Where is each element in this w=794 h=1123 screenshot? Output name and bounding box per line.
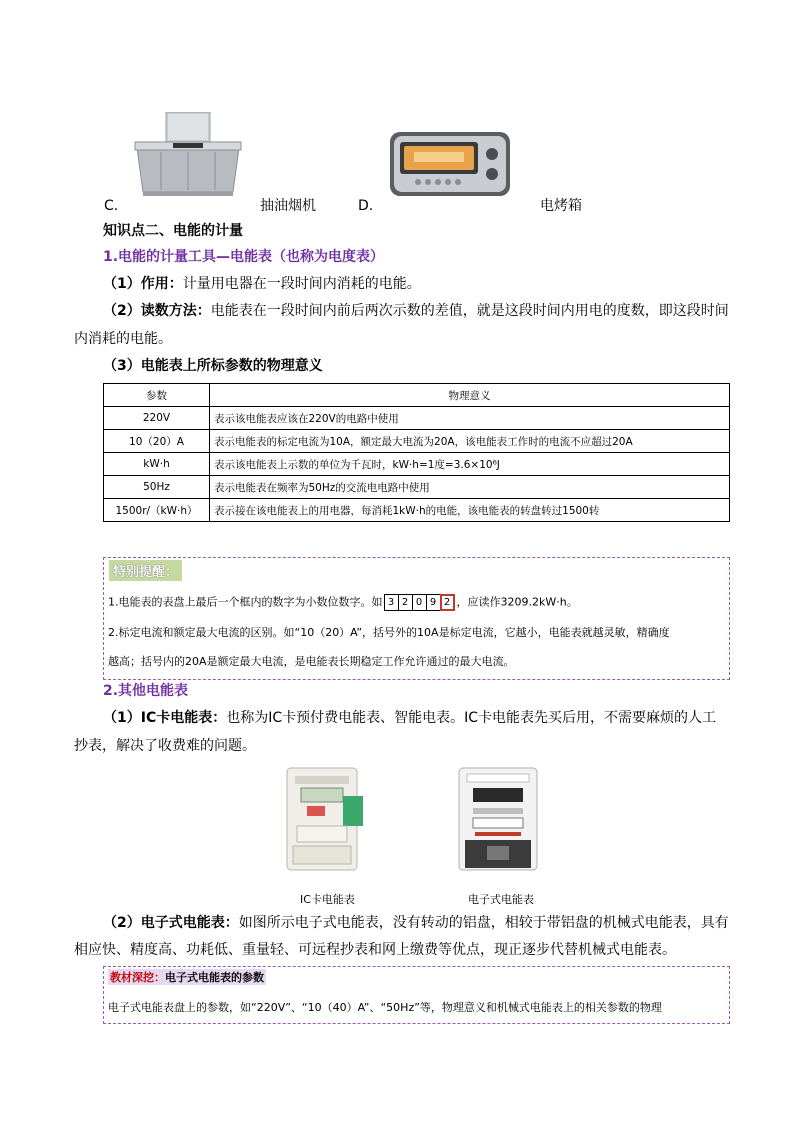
- option-d-label: D.: [358, 198, 374, 214]
- option-c-label: C.: [104, 198, 119, 214]
- table-row: [104, 476, 730, 499]
- electronic-meter-text-line2: 相应快、精度高、功耗低、重量轻、可远程抄表和网上缴费等优点，现正逐步代替机械式电能表。: [74, 942, 676, 958]
- item-2-text-line2: 内消耗的电能。: [74, 331, 172, 347]
- item-2: [103, 302, 729, 320]
- special-tip-box: [103, 557, 730, 680]
- electronic-meter-text-line1: 如图所示电子式电能表，没有转动的铝盘，相较于带铝盘的机械式电能表，具有: [238, 915, 729, 931]
- table-header-cell: 物理意义: [210, 384, 730, 407]
- table-cell-param: 1500r/（kW·h）: [104, 499, 210, 522]
- table-cell-meaning: 表示该电能表上示数的单位为千瓦时，kW·h=1度=3.6×10⁶J: [210, 453, 730, 476]
- ic-card-paragraph: [103, 709, 716, 727]
- ic-meter-caption: IC卡电能表: [300, 893, 355, 906]
- meter-digit: 3: [384, 594, 399, 611]
- electronic-meter-label: （2）电子式电能表：: [103, 915, 239, 931]
- option-d-name: 电烤箱: [540, 198, 582, 214]
- table-row: [104, 453, 730, 476]
- ic-card-text-line2: 抄表，解决了收费难的问题。: [74, 738, 256, 754]
- option-c-name: 抽油烟机: [260, 198, 316, 214]
- table-cell-param: 50Hz: [104, 476, 210, 499]
- tip-title: 特别提醒：: [109, 560, 182, 581]
- tip-line-1-prefix: 1.电能表的表盘上最后一个框内的数字为小数位数字。如: [108, 595, 383, 609]
- textbook-deep-dive-box: [103, 966, 730, 1024]
- table-cell-meaning: 表示接在该电能表上的用电器，每消耗1kW·h的电能，该电能表的转盘转过1500转: [210, 499, 730, 522]
- section-title: 知识点二、电能的计量: [103, 223, 243, 239]
- table-cell-meaning: 表示电能表在频率为50Hz的交流电电路中使用: [210, 476, 730, 499]
- deep-dive-text: 电子式电能表盘上的参数，如“220V”、“10（40）A”、“50Hz”等，物理意义和机械式电能表上的相关参数的物理: [108, 1001, 662, 1014]
- meter-digit-boxes: [385, 594, 455, 611]
- meter-digit: 0: [412, 594, 427, 611]
- subsection-1-title: 1.电能的计量工具—电能表（也称为电度表）: [103, 249, 385, 265]
- item-2-text-line1: 电能表在一段时间内前后两次示数的差值，就是这段时间内用电的度数，即这段时间: [210, 303, 729, 319]
- ic-card-label: （1）IC卡电能表：: [103, 710, 227, 726]
- table-cell-param: 220V: [104, 407, 210, 430]
- tip-line-1: [108, 594, 578, 611]
- item-3-title: （3）电能表上所标参数的物理意义: [103, 358, 323, 374]
- electronic-meter-paragraph: [103, 914, 729, 932]
- table-cell-meaning: 表示电能表的标定电流为10A，额定最大电流为20A，该电能表工作时的电流不应超过20A: [210, 430, 730, 453]
- toaster-oven-image: [388, 130, 512, 200]
- table-row: [104, 499, 730, 522]
- tip-line-2: 2.标定电流和额定最大电流的区别。如“10（20）A”，括号外的10A是标定电流，它越小，电能表就越灵敏，精确度: [108, 626, 670, 639]
- ic-card-text-line1: 也称为IC卡预付费电能表、智能电表。IC卡电能表先买后用，不需要麻烦的人工: [226, 710, 717, 726]
- subsection-2-title: 2.其他电能表: [103, 683, 189, 699]
- tip-line-3: 越高；括号内的20A是额定最大电流，是电能表长期稳定工作允许通过的最大电流。: [108, 655, 515, 668]
- item-2-label: （2）读数方法：: [103, 303, 211, 319]
- tip-line-1-suffix: ，应读作3209.2kW·h。: [456, 595, 578, 609]
- table-cell-param: 10（20）A: [104, 430, 210, 453]
- range-hood-image: [133, 112, 243, 198]
- table-cell-param: kW·h: [104, 453, 210, 476]
- table-row: [104, 430, 730, 453]
- deep-dive-title-red: 教材深挖：: [110, 971, 165, 984]
- electronic-meter-caption: 电子式电能表: [468, 893, 534, 906]
- deep-dive-title: [108, 969, 266, 985]
- electronic-meter-image: [457, 766, 539, 872]
- parameters-table: [103, 383, 730, 522]
- table-header-cell: 参数: [104, 384, 210, 407]
- meter-digit: 9: [426, 594, 441, 611]
- meter-decimal-digit: 2: [440, 594, 455, 611]
- item-1: [103, 275, 421, 293]
- item-1-label: （1）作用：: [103, 276, 183, 292]
- table-row: [104, 407, 730, 430]
- table-cell-meaning: 表示该电能表应该在220V的电路中使用: [210, 407, 730, 430]
- meter-digit: 2: [398, 594, 413, 611]
- deep-dive-title-rest: 电子式电能表的参数: [165, 971, 264, 984]
- table-header-row: [104, 384, 730, 407]
- item-1-text: 计量用电器在一段时间内消耗的电能。: [182, 276, 421, 292]
- ic-card-meter-image: [283, 766, 365, 872]
